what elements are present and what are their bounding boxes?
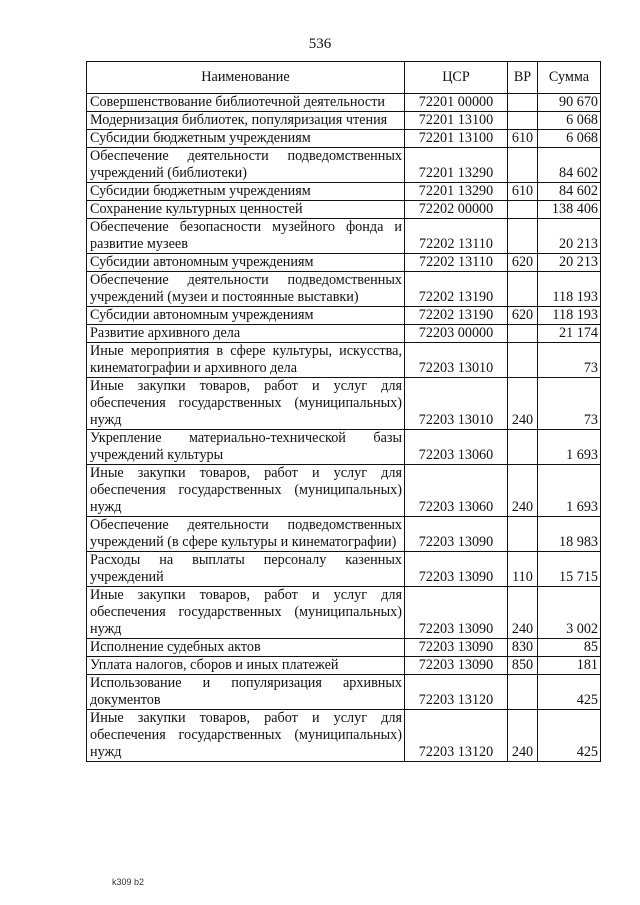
row-vr: [508, 272, 538, 307]
table-row: [87, 272, 601, 307]
row-csr: 72203 13010: [405, 378, 508, 430]
row-sum: 84 602: [538, 148, 601, 183]
row-csr: 72203 00000: [405, 325, 508, 343]
row-sum: 6 068: [538, 130, 601, 148]
row-vr: [508, 201, 538, 219]
row-sum: 18 983: [538, 517, 601, 552]
row-vr: 850: [508, 657, 538, 675]
row-csr: 72201 13100: [405, 130, 508, 148]
row-sum: 6 068: [538, 112, 601, 130]
row-csr: 72203 13090: [405, 639, 508, 657]
row-name: Иные мероприятия в сфере культуры, искусства, кинематографии и архивного дела: [87, 343, 405, 378]
row-vr: [508, 112, 538, 130]
row-sum: 138 406: [538, 201, 601, 219]
row-csr: 72202 13190: [405, 307, 508, 325]
row-name: Субсидии автономным учреждениям: [87, 254, 405, 272]
page-number: 536: [308, 36, 332, 52]
row-sum: 425: [538, 710, 601, 762]
table-row: [87, 465, 601, 517]
row-sum: 73: [538, 378, 601, 430]
table-row: [87, 517, 601, 552]
row-name: Совершенствование библиотечной деятельности: [87, 94, 405, 112]
row-csr: 72203 13060: [405, 465, 508, 517]
row-name: Уплата налогов, сборов и иных платежей: [87, 657, 405, 675]
row-sum: 1 693: [538, 430, 601, 465]
table-row: [87, 183, 601, 201]
table-row: [87, 710, 601, 762]
table-header-row: [87, 62, 601, 94]
row-csr: 72203 13090: [405, 517, 508, 552]
row-sum: 3 002: [538, 587, 601, 639]
row-sum: 1 693: [538, 465, 601, 517]
row-name: Иные закупки товаров, работ и услуг для обеспечения государственных (муниципальных) нужд: [87, 378, 405, 430]
row-sum: 15 715: [538, 552, 601, 587]
table-body: [87, 94, 601, 762]
row-name: Субсидии бюджетным учреждениям: [87, 130, 405, 148]
row-sum: 84 602: [538, 183, 601, 201]
row-sum: 73: [538, 343, 601, 378]
table-row: [87, 657, 601, 675]
row-name: Развитие архивного дела: [87, 325, 405, 343]
row-vr: [508, 343, 538, 378]
table-row: [87, 552, 601, 587]
row-vr: 620: [508, 307, 538, 325]
header-vr: ВР: [508, 62, 538, 94]
header-csr: ЦСР: [405, 62, 508, 94]
row-vr: 240: [508, 465, 538, 517]
row-vr: 620: [508, 254, 538, 272]
row-sum: 85: [538, 639, 601, 657]
table-row: [87, 148, 601, 183]
row-name: Обеспечение безопасности музейного фонда и развитие музеев: [87, 219, 405, 254]
row-csr: 72203 13090: [405, 552, 508, 587]
table-row: [87, 343, 601, 378]
table-row: [87, 378, 601, 430]
row-vr: 240: [508, 378, 538, 430]
row-sum: 20 213: [538, 219, 601, 254]
table-row: [87, 675, 601, 710]
row-vr: [508, 430, 538, 465]
row-csr: 72202 00000: [405, 201, 508, 219]
row-vr: [508, 219, 538, 254]
row-vr: 110: [508, 552, 538, 587]
header-name: Наименование: [87, 62, 405, 94]
table-row: [87, 639, 601, 657]
row-sum: 20 213: [538, 254, 601, 272]
footer-code: k309 b2: [112, 877, 145, 887]
row-csr: 72203 13060: [405, 430, 508, 465]
row-csr: 72202 13110: [405, 219, 508, 254]
table-row: [87, 307, 601, 325]
table-row: [87, 430, 601, 465]
row-name: Субсидии автономным учреждениям: [87, 307, 405, 325]
row-csr: 72201 13100: [405, 112, 508, 130]
row-vr: [508, 94, 538, 112]
row-name: Иные закупки товаров, работ и услуг для обеспечения государственных (муниципальных) нужд: [87, 710, 405, 762]
row-csr: 72203 13120: [405, 710, 508, 762]
row-sum: 21 174: [538, 325, 601, 343]
table-row: [87, 219, 601, 254]
table-row: [87, 112, 601, 130]
row-name: Иные закупки товаров, работ и услуг для обеспечения государственных (муниципальных) нужд: [87, 587, 405, 639]
row-sum: 118 193: [538, 307, 601, 325]
row-sum: 425: [538, 675, 601, 710]
row-vr: 610: [508, 130, 538, 148]
row-vr: 240: [508, 587, 538, 639]
table-row: [87, 201, 601, 219]
row-sum: 181: [538, 657, 601, 675]
row-csr: 72202 13190: [405, 272, 508, 307]
row-vr: 240: [508, 710, 538, 762]
row-name: Сохранение культурных ценностей: [87, 201, 405, 219]
row-csr: 72201 13290: [405, 148, 508, 183]
row-vr: [508, 148, 538, 183]
row-csr: 72201 00000: [405, 94, 508, 112]
row-name: Модернизация библиотек, популяризация чтения: [87, 112, 405, 130]
row-name: Укрепление материально-технической базы учреждений культуры: [87, 430, 405, 465]
row-vr: 830: [508, 639, 538, 657]
table-row: [87, 130, 601, 148]
row-name: Расходы на выплаты персоналу казенных учреждений: [87, 552, 405, 587]
row-name: Обеспечение деятельности подведомственных учреждений (библиотеки): [87, 148, 405, 183]
row-vr: 610: [508, 183, 538, 201]
row-name: Обеспечение деятельности подведомственных учреждений (в сфере культуры и кинематографии): [87, 517, 405, 552]
table-row: [87, 94, 601, 112]
table-row: [87, 325, 601, 343]
row-csr: 72203 13090: [405, 657, 508, 675]
row-csr: 72201 13290: [405, 183, 508, 201]
row-csr: 72203 13010: [405, 343, 508, 378]
row-name: Обеспечение деятельности подведомственных учреждений (музеи и постоянные выставки): [87, 272, 405, 307]
row-name: Использование и популяризация архивных документов: [87, 675, 405, 710]
row-csr: 72202 13110: [405, 254, 508, 272]
header-sum: Сумма: [538, 62, 601, 94]
row-vr: [508, 675, 538, 710]
row-sum: 118 193: [538, 272, 601, 307]
row-csr: 72203 13090: [405, 587, 508, 639]
row-name: Исполнение судебных актов: [87, 639, 405, 657]
row-name: Субсидии бюджетным учреждениям: [87, 183, 405, 201]
row-name: Иные закупки товаров, работ и услуг для обеспечения государственных (муниципальных) нужд: [87, 465, 405, 517]
row-sum: 90 670: [538, 94, 601, 112]
budget-table: [86, 61, 601, 762]
table-row: [87, 587, 601, 639]
row-vr: [508, 517, 538, 552]
row-csr: 72203 13120: [405, 675, 508, 710]
row-vr: [508, 325, 538, 343]
table-row: [87, 254, 601, 272]
